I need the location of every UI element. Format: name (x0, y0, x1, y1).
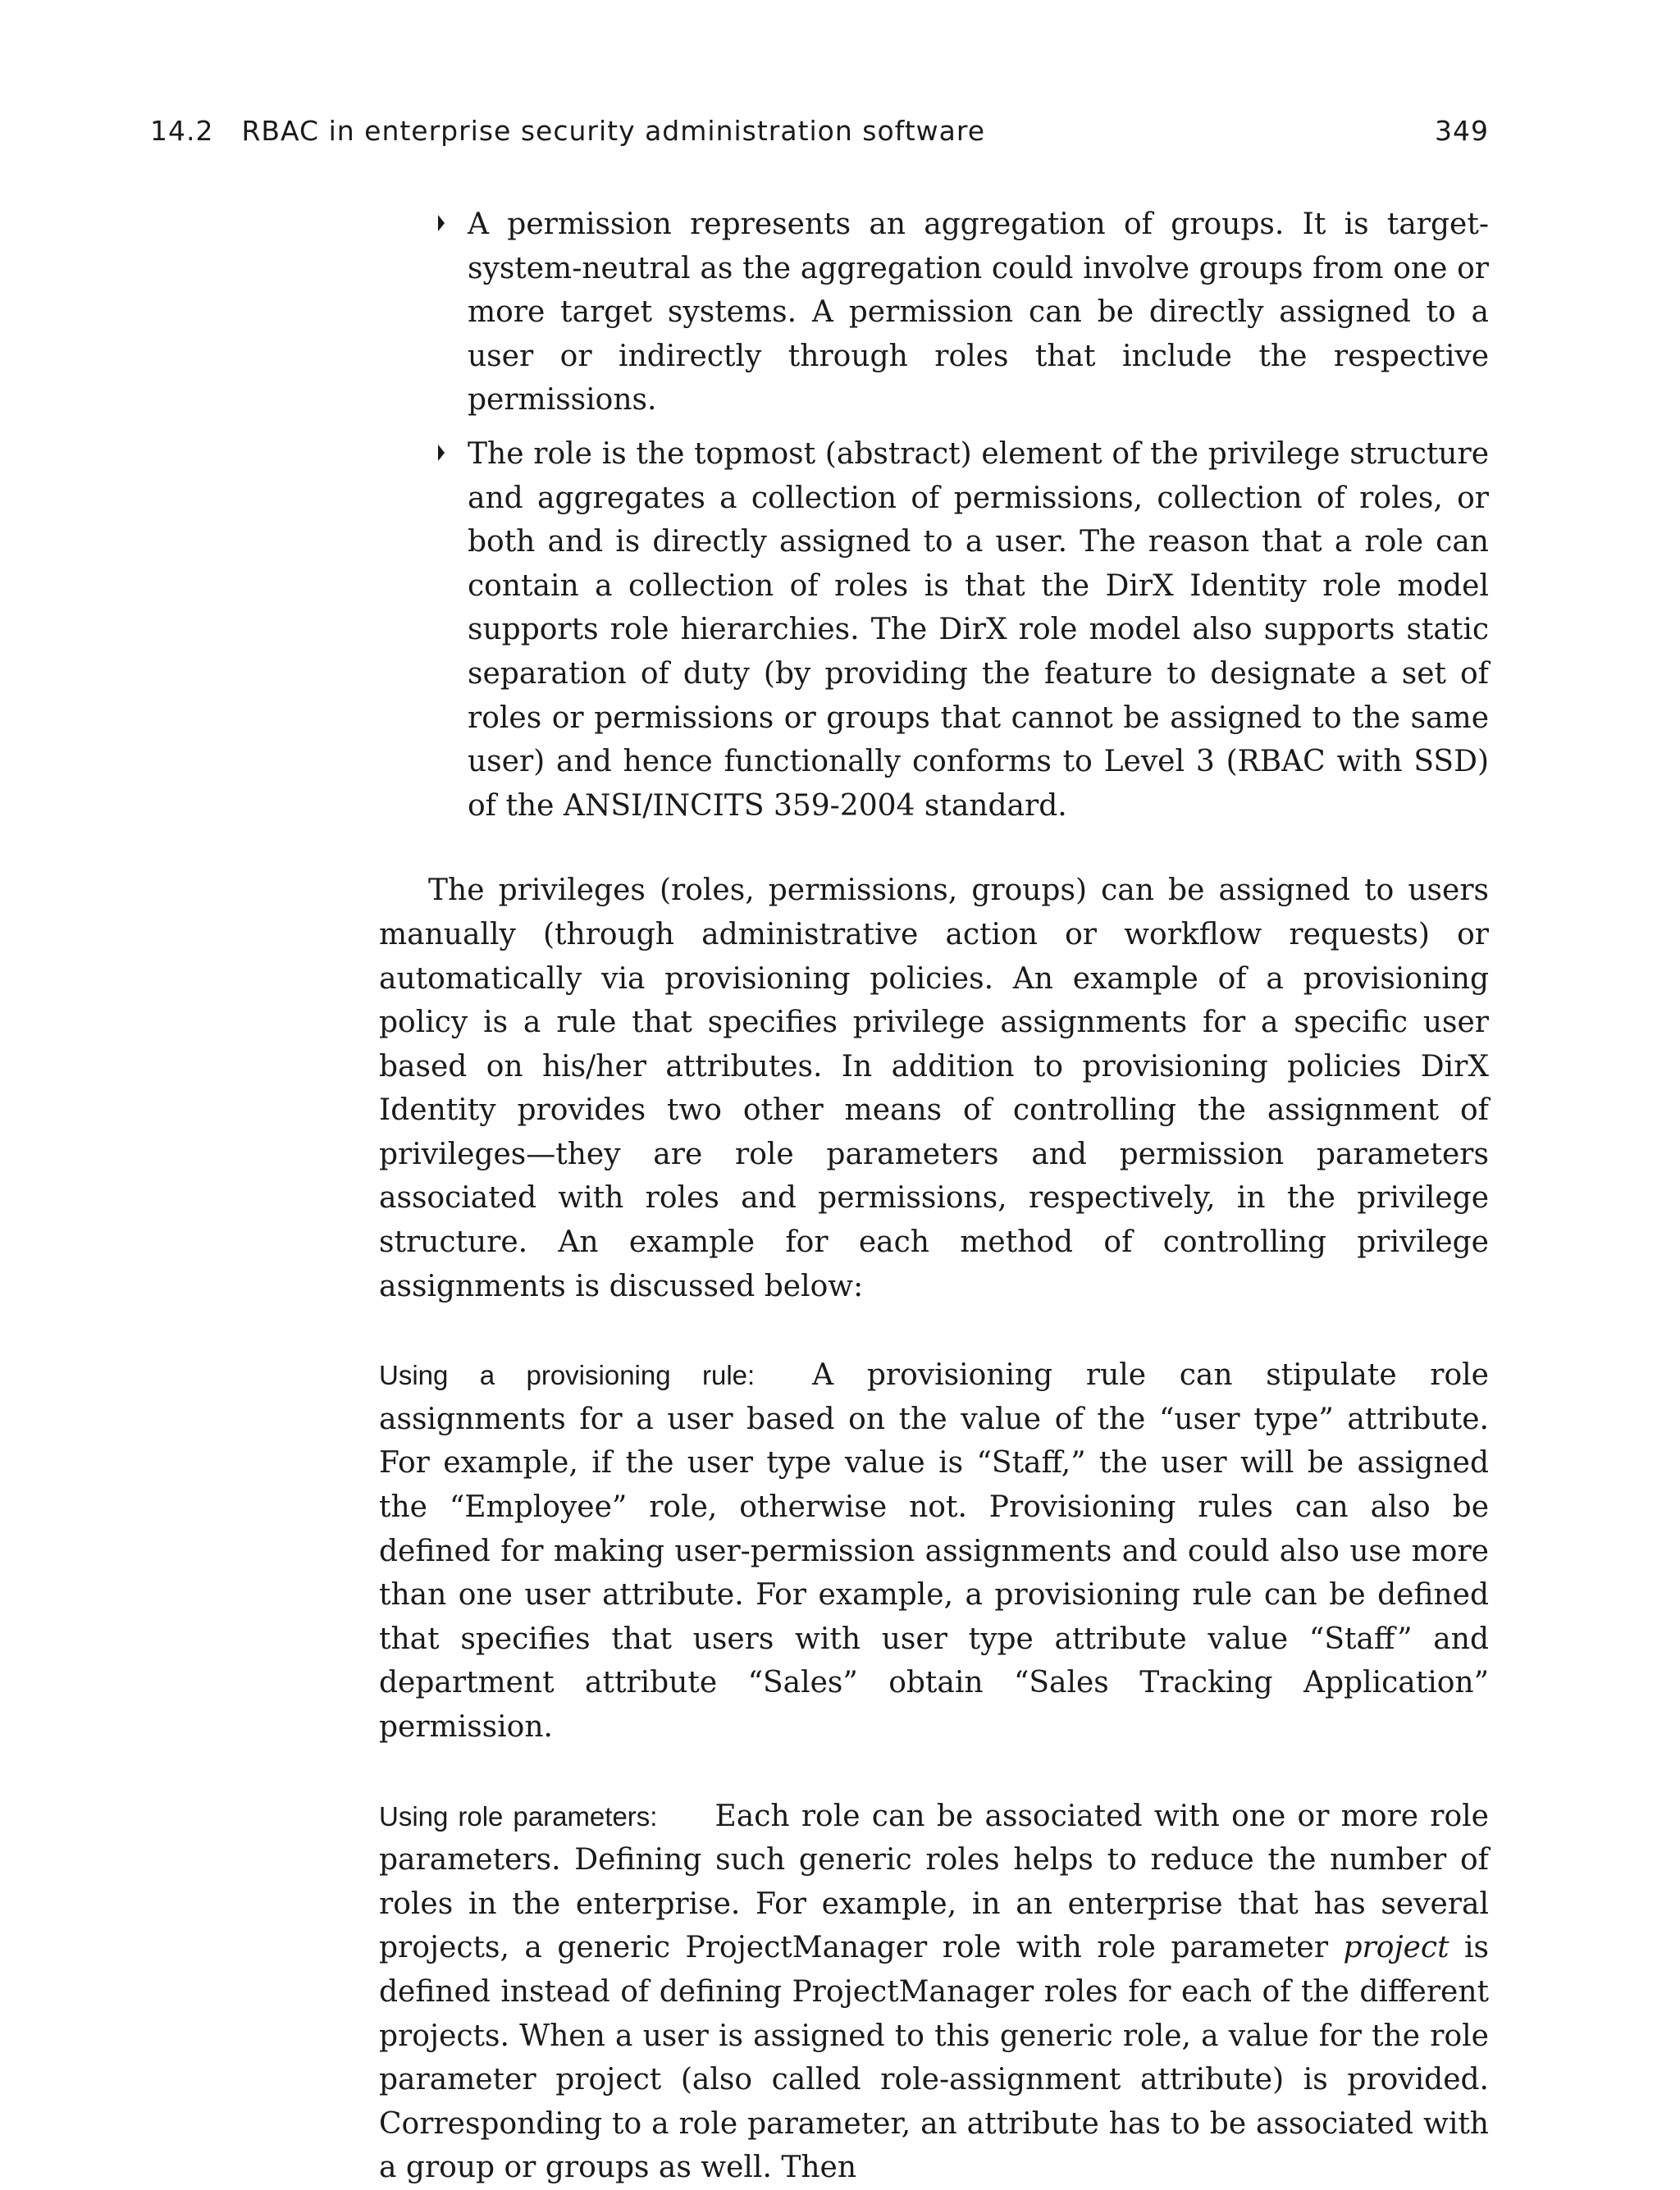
paragraph-text: is defined instead of defining ProjectManager roles for each of the different projects. When a user is assigned to this generic role, a value for the role parameter project (also called role-assignment attribute) is provided. Corresponding to a role parameter, an attribute has to be associated with a group or groups as well. Then (379, 1931, 1489, 2185)
paragraph-role-parameters (379, 1795, 1489, 2190)
page-number: 349 (1435, 115, 1489, 147)
run-in-heading: Using a provisioning rule: (379, 1360, 756, 1391)
run-in-heading: Using role parameters: (379, 1800, 658, 1832)
bullet-list (379, 203, 1489, 828)
section-title: 14.2 RBAC in enterprise security administration software (150, 115, 985, 147)
bullet-icon (437, 444, 445, 462)
emphasis-text: project (1343, 1931, 1449, 1965)
page-body (379, 203, 1489, 2190)
list-item (468, 432, 1489, 828)
running-head (150, 115, 1489, 156)
bullet-text: The role is the topmost (abstract) element of the privilege structure and aggregates a collection of permissions, collection of roles, or both and is directly assigned to a user. The reason that a role can contain a collection of roles is that the DirX Identity role model supports role hierarchies. The DirX role model also supports static separation of duty (by providing the feature to designate a set of roles or permissions or groups that cannot be assigned to the same user) and hence functionally conforms to Level 3 (RBAC with SSD) of the ANSI/INCITS 359-2004 standard. (468, 436, 1489, 823)
bullet-icon (437, 214, 445, 232)
paragraph-text: A provisioning rule can stipulate role assignments for a user based on the value of the “user type” attribute. For example, if the user type value is “Staff,” the user will be assigned the “Employee” role, otherwise not. Provisioning rules can also be defined for making user-permission assignments and could also use more than one user attribute. For example, a provisioning rule can be defined that specifies that users with user type attribute value “Staff” and department attribute “Sales” obtain “Sales Tracking Application” permission. (379, 1358, 1489, 1744)
paragraph-text: Each role can be associated with one or more role parameters. Defining such generic roles helps to reduce the number of roles in the enterprise. For example, in an enterprise that has several projects, a generic ProjectManager role with role parameter (379, 1799, 1489, 1965)
bullet-text: A permission represents an aggregation of groups. It is target-system-neutral as the aggregation could involve groups from one or more target systems. A permission can be directly assigned to a user or indirectly through roles that include the respective permissions. (468, 208, 1489, 417)
list-item (468, 203, 1489, 422)
paragraph-privileges: The privileges (roles, permissions, groups) can be assigned to users manually (through administrative action or workflow requests) or automatically via provisioning policies. An example of a provisioning policy is a rule that specifies privilege assignments for a specific user based on his/her attributes. In addition to provisioning policies DirX Identity provides two other means of controlling the assignment of privileges—they are role parameters and permission parameters associated with roles and permissions, respectively, in the privilege structure. An example for each method of controlling privilege assignments is discussed below: (379, 874, 1489, 1303)
paragraph-provisioning-rule (379, 1353, 1489, 1749)
